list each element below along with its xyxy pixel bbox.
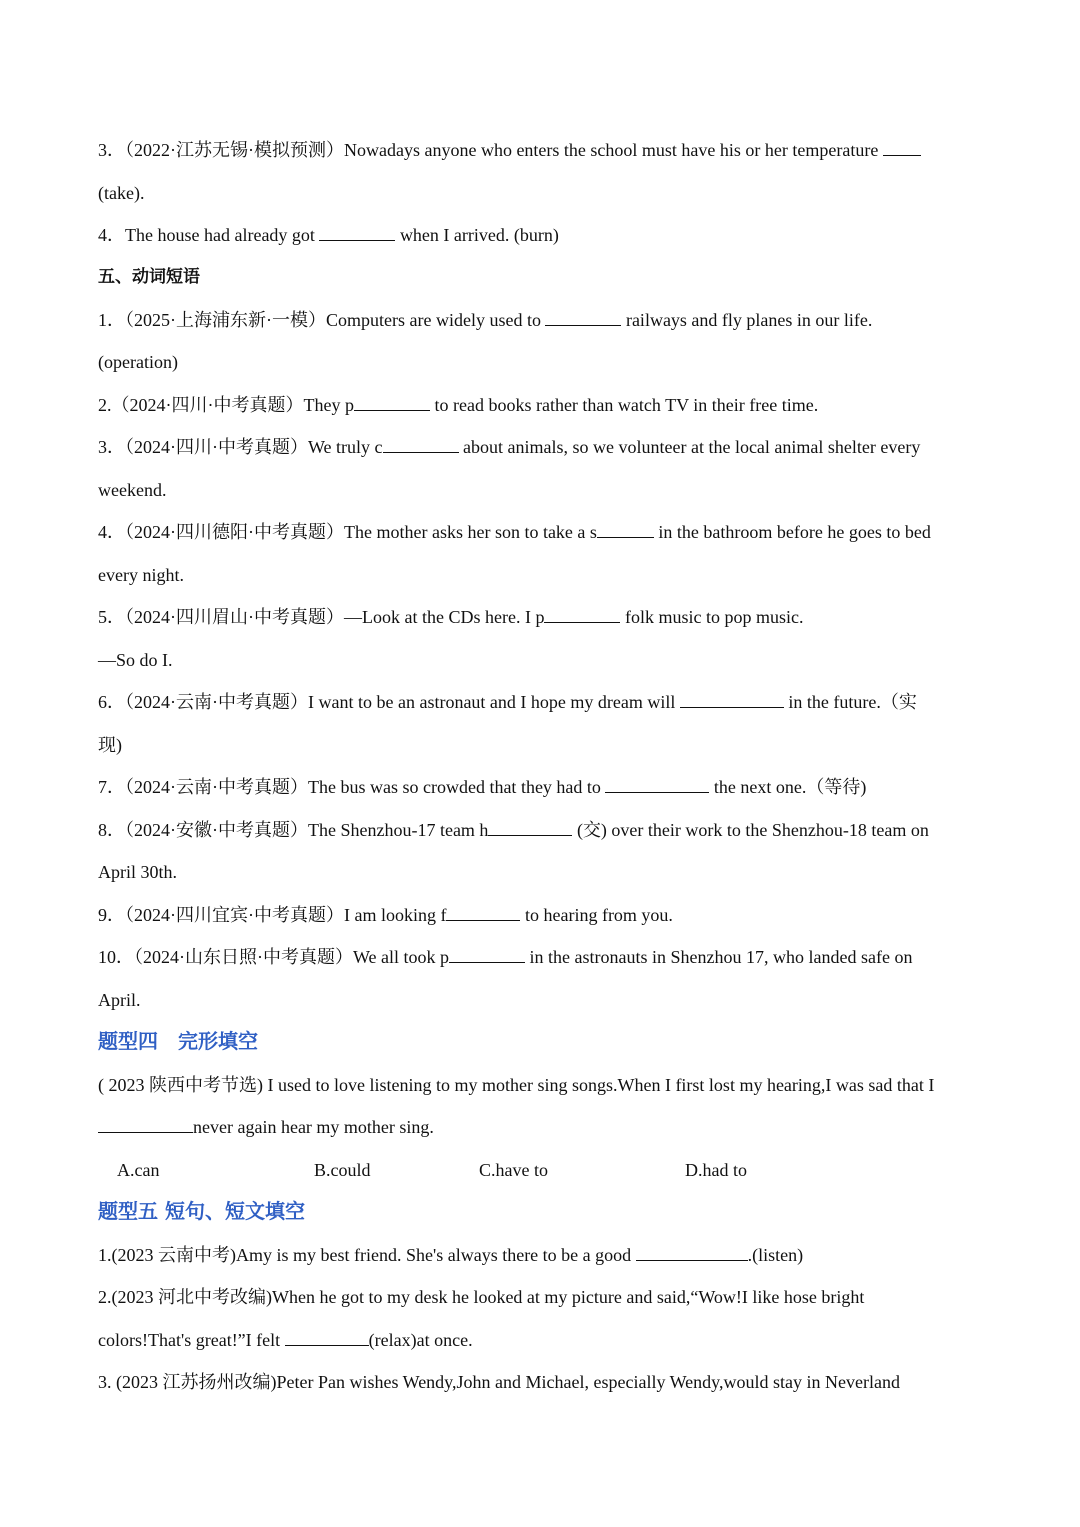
vp-text: 10．（2024·山东日照·中考真题）We all took p [98, 947, 450, 967]
vp-text-after: in the bathroom before he goes to bed [653, 522, 931, 542]
vp-text: 8．（2024·安徽·中考真题）The Shenzhou-17 team h [98, 820, 489, 840]
vp-text-after: the next one.（等待) [709, 777, 867, 797]
question-4-text: 4．The house had already got [98, 225, 320, 245]
vp-text: 6．（2024·云南·中考真题）I want to be an astronaut and I hope my dream will [98, 692, 680, 712]
vp-question-1-line-2: (operation) [98, 352, 178, 372]
vp-question-8-line-2: April 30th. [98, 862, 177, 882]
vp-question-10-line-1 [98, 946, 912, 968]
answer-blank[interactable] [636, 1244, 748, 1261]
answer-blank[interactable] [597, 521, 654, 538]
answer-blank[interactable] [446, 904, 520, 921]
vp-question-9-line [98, 904, 673, 926]
vp-text: 9．（2024·四川宜宾·中考真题）I am looking f [98, 905, 447, 925]
option-c[interactable]: C.have to [479, 1160, 548, 1180]
vp-question-6-line-1 [98, 691, 917, 713]
answer-blank[interactable] [883, 139, 921, 156]
answer-blank[interactable] [680, 691, 784, 708]
section-4-line-2 [98, 1116, 434, 1138]
answer-blank[interactable] [354, 394, 430, 411]
vp-question-8-line-1 [98, 819, 929, 841]
answer-blank[interactable] [545, 309, 621, 326]
vp-question-2-line [98, 394, 818, 416]
vp-text-after: to read books rather than watch TV in their free time. [429, 395, 819, 415]
option-d[interactable]: D.had to [685, 1160, 747, 1180]
answer-blank[interactable] [98, 1116, 193, 1133]
question-4-text-after: when I arrived. (burn) [395, 225, 559, 245]
vp-question-4-line-2: every night. [98, 565, 184, 585]
vp-text-after: folk music to pop music. [620, 607, 804, 627]
verb-phrases-heading: 五、动词短语 [98, 267, 200, 287]
vp-question-4-line-1 [98, 521, 931, 543]
vp-text: 5．（2024·四川眉山·中考真题）—Look at the CDs here. I p [98, 607, 545, 627]
vp-text-after: about animals, so we volunteer at the local animal shelter every [458, 437, 921, 457]
vp-question-5-line-1 [98, 606, 803, 628]
option-a[interactable]: A.can [117, 1160, 160, 1180]
section-5-title: 题型五 短句、短文填空 [98, 1199, 305, 1223]
s5-q2-text: colors!That's great!”I felt [98, 1330, 285, 1350]
vp-question-10-line-2: April. [98, 990, 141, 1010]
answer-blank[interactable] [285, 1329, 369, 1346]
answer-blank[interactable] [488, 819, 572, 836]
vp-text-after: in the astronauts in Shenzhou 17, who landed safe on [525, 947, 913, 967]
question-3-line-2: (take). [98, 183, 145, 203]
vp-text: 7．（2024·云南·中考真题）The bus was so crowded that they had to [98, 777, 606, 797]
s5-q1-text-after: .(listen) [747, 1245, 804, 1265]
answer-blank[interactable] [605, 776, 709, 793]
s5-q1-text: 1.(2023 云南中考)Amy is my best friend. She's always there to be a good [98, 1245, 636, 1265]
answer-blank[interactable] [383, 436, 459, 453]
section-5-question-3-line-1: 3. (2023 江苏扬州改编)Peter Pan wishes Wendy,John and Michael, especially Wendy,would stay in Neverland [98, 1372, 900, 1392]
vp-text: 3．（2024·四川·中考真题）We truly c [98, 437, 383, 457]
vp-text: 2.（2024·四川·中考真题）They p [98, 395, 354, 415]
vp-question-1-line-1 [98, 309, 872, 331]
section-5-question-2-line-1: 2.(2023 河北中考改编)When he got to my desk he looked at my picture and said,“Wow!I like hose bright [98, 1287, 865, 1307]
section-4-text: never again hear my mother sing. [193, 1117, 434, 1137]
question-4-line [98, 224, 559, 246]
question-3-line-1 [98, 139, 921, 161]
question-3-text: 3．（2022·江苏无锡·模拟预测）Nowadays anyone who enters the school must have his or her temperature [98, 140, 883, 160]
vp-question-5-line-2: —So do I. [98, 650, 173, 670]
answer-blank[interactable] [449, 946, 525, 963]
vp-question-3-line-2: weekend. [98, 480, 167, 500]
s5-q2-text-after: (relax)at once. [368, 1330, 473, 1350]
answer-blank[interactable] [544, 606, 620, 623]
vp-text: 4．（2024·四川德阳·中考真题）The mother asks her son to take a s [98, 522, 597, 542]
vp-text-after: in the future.（实 [783, 692, 917, 712]
section-4-title: 题型四 完形填空 [98, 1029, 258, 1053]
option-b[interactable]: B.could [314, 1160, 371, 1180]
vp-text-after: to hearing from you. [520, 905, 673, 925]
answer-blank[interactable] [319, 224, 395, 241]
section-4-line-1: ( 2023 陕西中考节选) I used to love listening to my mother sing songs.When I first lost my hearing,I was sad that I [98, 1075, 935, 1095]
section-5-question-2-line-2 [98, 1329, 473, 1351]
vp-question-7-line [98, 776, 866, 798]
section-5-question-1 [98, 1244, 803, 1266]
vp-text-after: (交) over their work to the Shenzhou-18 team on [572, 820, 929, 840]
vp-text-after: railways and fly planes in our life. [621, 310, 873, 330]
vp-text: 1．（2025·上海浦东新·一模）Computers are widely used to [98, 310, 546, 330]
vp-question-3-line-1 [98, 436, 920, 458]
vp-question-6-line-2: 现) [98, 735, 122, 755]
